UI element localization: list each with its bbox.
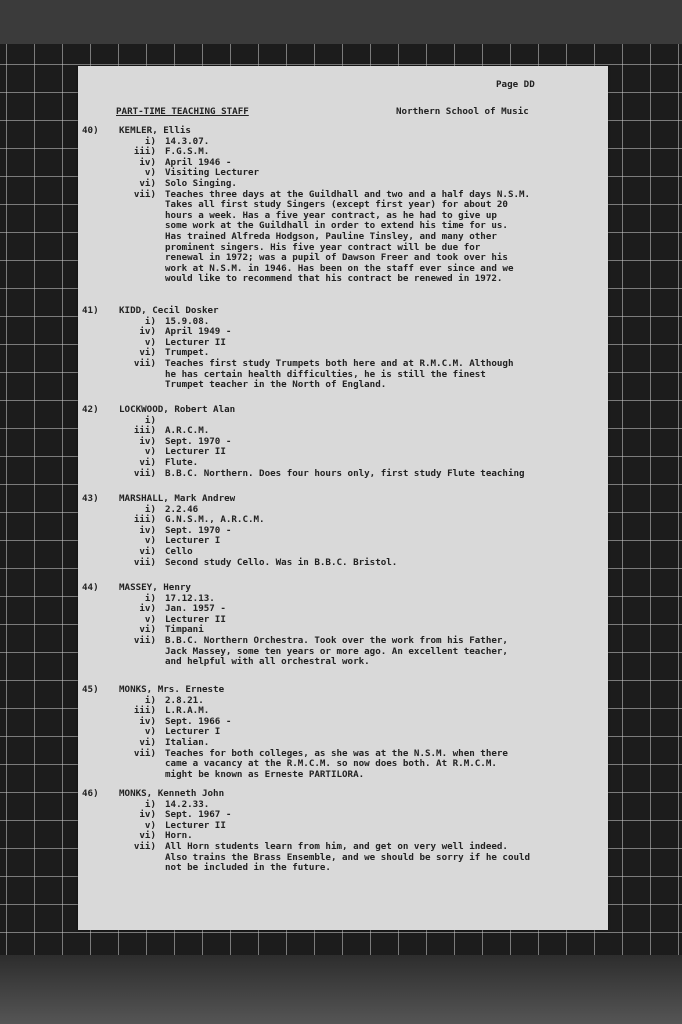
line-numeral: iv) xyxy=(139,715,156,727)
line-numeral: i) xyxy=(144,592,156,604)
entry-line xyxy=(82,447,608,458)
line-text: Sept. 1966 - xyxy=(165,715,232,727)
entry-header xyxy=(82,583,608,594)
line-numeral: iv) xyxy=(139,524,156,536)
line-numeral: iii) xyxy=(133,705,156,717)
line-text: Cello xyxy=(165,545,193,557)
staff-name: KEMLER, Ellis xyxy=(119,125,191,136)
staff-name: KIDD, Cecil Dosker xyxy=(119,305,219,316)
line-text: Timpani xyxy=(165,624,204,636)
line-numeral: iii) xyxy=(133,425,156,437)
entry-line xyxy=(82,505,608,516)
entry-line xyxy=(82,158,608,169)
line-text: A.R.C.M. xyxy=(165,425,210,437)
entry-number: 42) xyxy=(82,404,99,415)
line-numeral: i) xyxy=(144,414,156,426)
entry-line xyxy=(82,426,608,437)
line-numeral: vi) xyxy=(139,830,156,842)
entry-line xyxy=(82,727,608,738)
line-text: Italian. xyxy=(165,736,210,748)
line-text: B.B.C. Northern. Does four hours only, first study Flute teaching xyxy=(165,467,525,479)
entry-header xyxy=(82,126,608,137)
line-numeral: i) xyxy=(144,694,156,706)
staff-name: MONKS, Mrs. Erneste xyxy=(119,684,225,695)
line-numeral: v) xyxy=(144,726,156,738)
staff-name: LOCKWOOD, Robert Alan xyxy=(119,404,236,415)
staff-name: MONKS, Kenneth John xyxy=(119,788,225,799)
staff-name: MARSHALL, Mark Andrew xyxy=(119,493,236,504)
staff-entry xyxy=(82,306,608,391)
line-text: Solo Singing. xyxy=(165,177,237,189)
entry-header xyxy=(82,405,608,416)
line-numeral: vii) xyxy=(133,188,156,200)
line-text: Lecturer I xyxy=(165,726,221,738)
line-numeral: vi) xyxy=(139,736,156,748)
entry-header xyxy=(82,306,608,317)
line-numeral: iv) xyxy=(139,326,156,338)
line-numeral: vii) xyxy=(133,840,156,852)
line-text: 15.9.08. xyxy=(165,315,210,327)
entry-line xyxy=(82,749,608,781)
line-text: Sept. 1970 - xyxy=(165,435,232,447)
section-title: PART-TIME TEACHING STAFF xyxy=(116,106,249,117)
line-numeral: iv) xyxy=(139,603,156,615)
line-text: Lecturer II xyxy=(165,446,226,458)
line-numeral: vii) xyxy=(133,747,156,759)
line-numeral: vi) xyxy=(139,624,156,636)
line-text: Visiting Lecturer xyxy=(165,167,260,179)
entry-number: 40) xyxy=(82,125,99,136)
line-text: Horn. xyxy=(165,830,193,842)
line-numeral: iv) xyxy=(139,156,156,168)
line-text: 14.3.07. xyxy=(165,135,210,147)
entry-line xyxy=(82,338,608,349)
line-text: Teaches three days at the Guildhall and two and a half days N.S.M. Takes all first study Singers (except first year) for about 20 hours a week. Has a five year contract, as he had to give up some work at the Guildhall in order to extend his time for us. Has trained Alfreda Hodgson, Pauline Tinsley, and many other prominent singers. His five year contract will be due for renewal in 1972; was a pupil of Dawson Freer and took over his work at N.S.M. in 1946. Has been on the staff ever since and we would like to recommend that his contract be renewed in 1972. xyxy=(165,188,531,285)
entry-header xyxy=(82,789,608,800)
line-text: 17.12.13. xyxy=(165,592,215,604)
line-text: Sept. 1967 - xyxy=(165,809,232,821)
entry-line xyxy=(82,168,608,179)
entry-number: 41) xyxy=(82,305,99,316)
entry-line xyxy=(82,458,608,469)
entry-header xyxy=(82,494,608,505)
line-numeral: i) xyxy=(144,503,156,515)
line-text: Teaches first study Trumpets both here and at R.M.C.M. Although he has certain health difficulties, he is still the finest Trumpet teacher in the North of England. xyxy=(165,357,514,391)
line-text: Teaches for both colleges, as she was at the N.S.M. when there came a vacancy at the R.M.C.M. so now does both. At R.M.C.M. might be known as Erneste PARTILORA. xyxy=(165,747,508,780)
line-numeral: v) xyxy=(144,446,156,458)
entry-line xyxy=(82,359,608,391)
line-text: Flute. xyxy=(165,456,199,468)
entry-number: 45) xyxy=(82,684,99,695)
line-numeral: v) xyxy=(144,167,156,179)
line-numeral: iv) xyxy=(139,435,156,447)
entry-line xyxy=(82,558,608,569)
line-numeral: vi) xyxy=(139,456,156,468)
line-numeral: v) xyxy=(144,336,156,348)
line-text: Lecturer II xyxy=(165,819,226,831)
top-border xyxy=(0,0,682,44)
line-text: April 1946 - xyxy=(165,156,232,168)
entry-line xyxy=(82,717,608,728)
entry-line xyxy=(82,147,608,158)
line-numeral: iv) xyxy=(139,809,156,821)
entry-line xyxy=(82,190,608,285)
line-numeral: vii) xyxy=(133,634,156,646)
line-text: Jan. 1957 - xyxy=(165,603,226,615)
entry-line xyxy=(82,738,608,749)
entry-line xyxy=(82,810,608,821)
line-numeral: vii) xyxy=(133,467,156,479)
entry-line xyxy=(82,547,608,558)
entry-line xyxy=(82,615,608,626)
entry-line xyxy=(82,137,608,148)
entry-number: 44) xyxy=(82,582,99,593)
entry-line xyxy=(82,327,608,338)
staff-entry xyxy=(82,583,608,668)
entry-line xyxy=(82,179,608,190)
line-text: Sept. 1970 - xyxy=(165,524,232,536)
line-numeral: i) xyxy=(144,315,156,327)
staff-entry xyxy=(82,685,608,780)
entry-line xyxy=(82,604,608,615)
line-numeral: vii) xyxy=(133,556,156,568)
line-numeral: vi) xyxy=(139,347,156,359)
line-text: April 1949 - xyxy=(165,326,232,338)
staff-entry xyxy=(82,789,608,874)
line-numeral: i) xyxy=(144,798,156,810)
line-numeral: v) xyxy=(144,613,156,625)
entry-line xyxy=(82,800,608,811)
page-label: Page DD xyxy=(496,79,535,90)
line-numeral: iii) xyxy=(133,514,156,526)
entry-line xyxy=(82,437,608,448)
line-text: 2.8.21. xyxy=(165,694,204,706)
line-numeral: vi) xyxy=(139,545,156,557)
school-name: Northern School of Music xyxy=(396,106,529,117)
entry-line xyxy=(82,706,608,717)
line-numeral: vi) xyxy=(139,177,156,189)
staff-entry xyxy=(82,405,608,479)
line-numeral: i) xyxy=(144,135,156,147)
bottom-border xyxy=(0,955,682,1024)
entry-number: 46) xyxy=(82,788,99,799)
line-text: Second study Cello. Was in B.B.C. Bristol. xyxy=(165,556,398,568)
line-text: Lecturer II xyxy=(165,336,226,348)
line-text: 2.2.46 xyxy=(165,503,199,515)
line-numeral: vii) xyxy=(133,357,156,369)
line-text: All Horn students learn from him, and get on very well indeed. Also trains the Brass Ensemble, and we should be sorry if he could not be included in the future. xyxy=(165,840,531,874)
line-text: Lecturer I xyxy=(165,535,221,547)
entry-line xyxy=(82,696,608,707)
entry-line xyxy=(82,515,608,526)
document-page xyxy=(78,66,608,930)
line-text: Trumpet. xyxy=(165,347,210,359)
entry-header xyxy=(82,685,608,696)
line-text: F.G.S.M. xyxy=(165,146,210,158)
line-text: G.N.S.M., A.R.C.M. xyxy=(165,514,265,526)
entry-line xyxy=(82,526,608,537)
line-text: B.B.C. Northern Orchestra. Took over the work from his Father, Jack Massey, some ten years or more ago. An excellent teacher, and helpful with all orchestral work. xyxy=(165,634,508,668)
entry-line xyxy=(82,821,608,832)
entry-line xyxy=(82,594,608,605)
entry-line xyxy=(82,416,608,427)
line-text: Lecturer II xyxy=(165,613,226,625)
line-text: 14.2.33. xyxy=(165,798,210,810)
line-numeral: iii) xyxy=(133,146,156,158)
entry-line xyxy=(82,636,608,668)
line-numeral: v) xyxy=(144,535,156,547)
entry-line xyxy=(82,536,608,547)
staff-entry xyxy=(82,494,608,568)
line-numeral: v) xyxy=(144,819,156,831)
line-text: L.R.A.M. xyxy=(165,705,210,717)
entry-line xyxy=(82,842,608,874)
staff-name: MASSEY, Henry xyxy=(119,582,191,593)
entry-number: 43) xyxy=(82,493,99,504)
staff-entry xyxy=(82,126,608,285)
entry-line xyxy=(82,317,608,328)
entry-line xyxy=(82,469,608,480)
